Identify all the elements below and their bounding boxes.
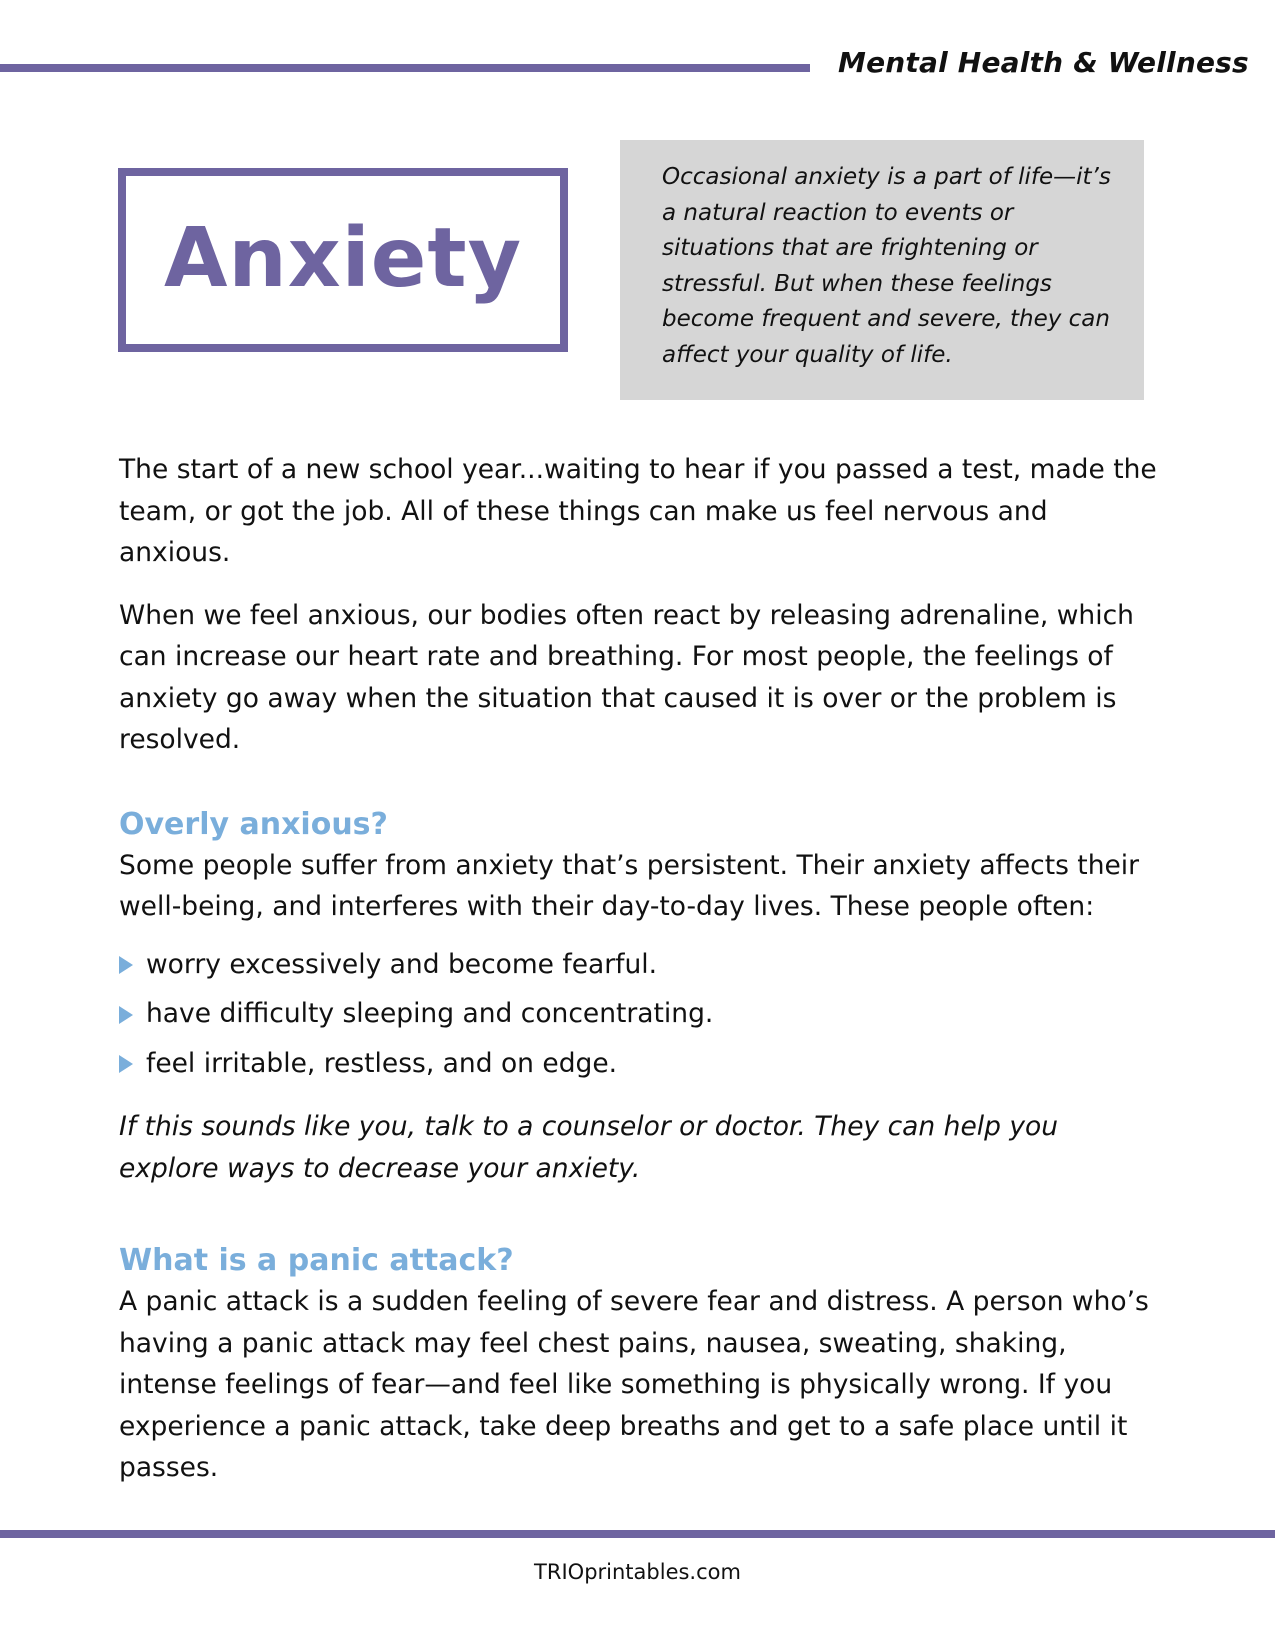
- section-text: Some people suffer from anxiety that’s persistent. Their anxiety affects their well-being, and interferes with their day-to-day lives. These people often:: [119, 849, 1140, 922]
- advice-note: If this sounds like you, talk to a counselor or doctor. They can help you explore ways to decrease your anxiety.: [119, 1111, 1059, 1184]
- list-item: [119, 940, 1159, 990]
- intro-callout: [620, 140, 1144, 400]
- footer-rule: [0, 1530, 1275, 1538]
- triangle-bullet-icon: [119, 956, 133, 974]
- list-item-text: feel irritable, restless, and on edge.: [146, 1047, 618, 1079]
- section-heading-overly-anxious: Overly anxious?: [119, 806, 388, 842]
- page-title: Anxiety: [163, 210, 523, 306]
- section-heading-panic-attack: What is a panic attack?: [119, 1243, 514, 1278]
- triangle-bullet-icon: [119, 1055, 133, 1073]
- list-item: [119, 1039, 1159, 1089]
- section-text: A panic attack is a sudden feeling of severe fear and distress. A person who’s having a panic attack may feel chest pains, nausea, sweating, shaking, intense feelings of fear—and feel like something is physically wrong. If you experience a panic attack, take deep breaths and get to a safe place until it passes.: [119, 1286, 1149, 1483]
- header-rule: [0, 64, 810, 72]
- title-box: [118, 168, 568, 352]
- triangle-bullet-icon: [119, 1006, 133, 1024]
- list-item: [119, 989, 1159, 1039]
- footer-website: TRIOprintables.com: [534, 1560, 741, 1584]
- intro-callout-text: Occasional anxiety is a part of life—it’s a natural reaction to events or situations that are frightening or stressful. But when these feelings become frequent and severe, they can affect your quality of life.: [662, 164, 1111, 368]
- body-paragraph: The start of a new school year...waiting to hear if you passed a test, made the team, or got the job. All of these things can make us feel nervous and anxious.: [119, 454, 1157, 568]
- list-item-text: have difficulty sleeping and concentrating.: [146, 998, 714, 1029]
- list-item-text: worry excessively and become fearful.: [146, 948, 658, 980]
- body-paragraph: When we feel anxious, our bodies often react by releasing adrenaline, which can increase our heart rate and breathing. For most people, the feelings of anxiety go away when the situation that caused it is over or the problem is resolved.: [119, 599, 1134, 755]
- category-label: Mental Health & Wellness: [838, 46, 1249, 79]
- symptom-list: [119, 940, 1159, 1089]
- main-content: [119, 449, 1159, 1510]
